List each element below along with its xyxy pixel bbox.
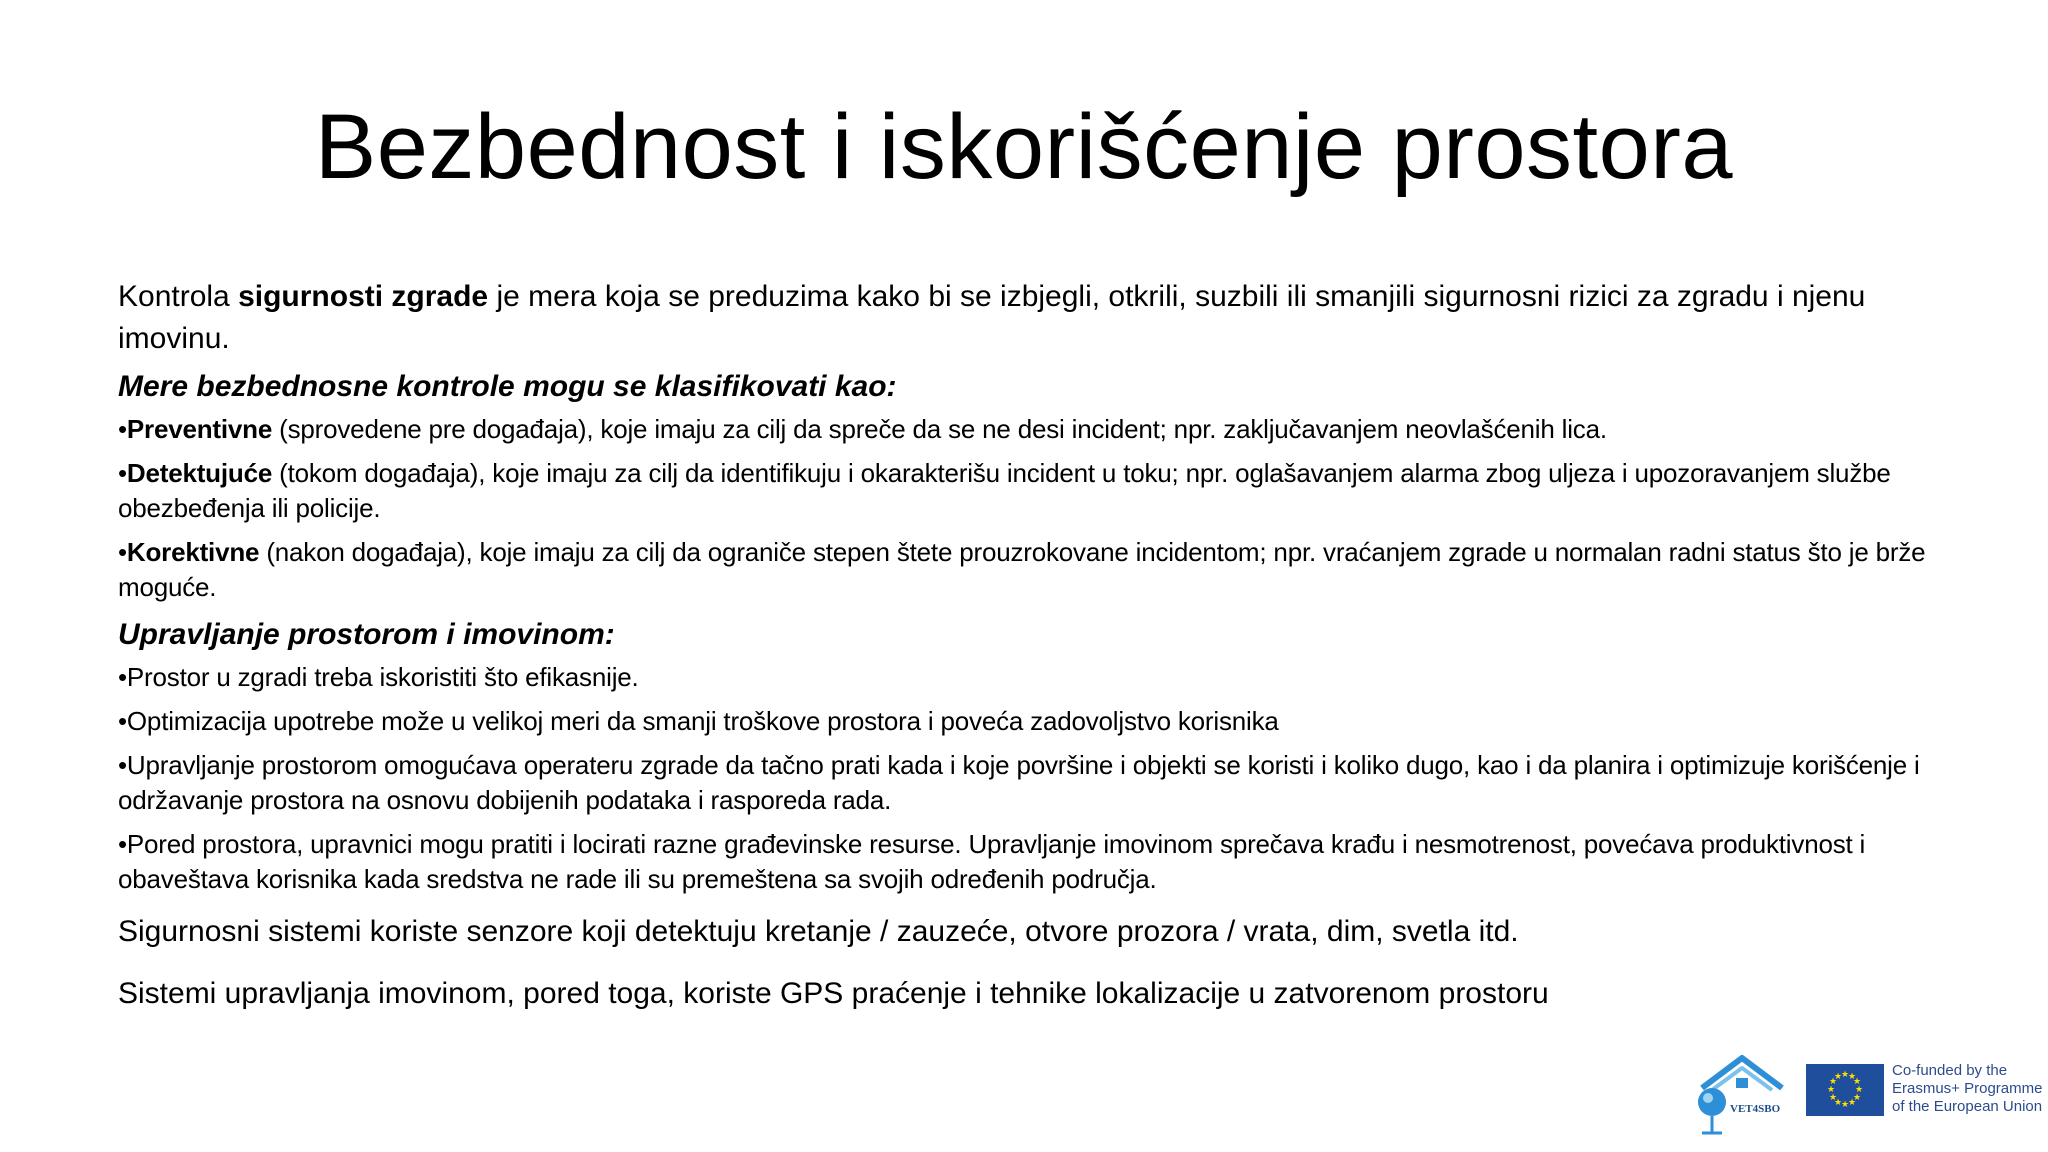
bullet-marker: •: [118, 662, 127, 692]
bullet-text: Prostor u zgradi treba iskoristiti što efikasnije.: [126, 662, 639, 692]
bullet-text: (sprovedene pre događaja), koje imaju za cilj da spreče da se ne desi incident; npr. zaključavanjem neovlašćenih lica.: [272, 414, 1607, 444]
svg-text:★: ★: [1833, 1072, 1843, 1082]
intro-prefix: Kontrola: [118, 280, 239, 313]
bullet-asset-management: [118, 827, 1958, 897]
section2-heading: Upravljanje prostorom i imovinom:: [118, 618, 615, 651]
svg-text:★: ★: [1847, 1098, 1857, 1108]
svg-text:★: ★: [1826, 1085, 1836, 1095]
eu-text-line1: Co-funded by the: [1892, 1062, 2008, 1079]
slide-body: [118, 276, 1958, 1015]
bullet-text: Optimizacija upotrebe može u velikoj meri da smanji troškove prostora i poveća zadovoljstvo korisnika: [126, 706, 1279, 736]
svg-text:★: ★: [1828, 1077, 1838, 1087]
bullet-optimization: [118, 704, 1958, 739]
closing-security-systems: Sigurnosni sistemi koriste senzore koji detektuju kretanje / zauzeće, otvore prozora / vrata, dim, svetla itd.: [118, 915, 1519, 948]
eu-text-line3: of the European Union: [1892, 1098, 2043, 1115]
intro-paragraph: [118, 276, 1958, 360]
vet4sbo-logo-text: VET4SBO: [1730, 1103, 1781, 1115]
eu-cofunded-text: [1892, 1062, 2042, 1116]
bullet-marker: •: [118, 537, 127, 567]
svg-text:★: ★: [1852, 1093, 1862, 1103]
eu-flag-icon: [1806, 1064, 1884, 1116]
bullet-bold: Preventivne: [126, 414, 273, 444]
bullet-space-efficiency: [118, 660, 1958, 695]
bullet-preventive: [118, 412, 1958, 447]
svg-text:★: ★: [1852, 1077, 1862, 1087]
svg-text:★: ★: [1833, 1098, 1843, 1108]
bullet-text: (nakon događaja), koje imaju za cilj da ograniče stepen štete prouzrokovane incidentom; npr. vraćanjem zgrade u normalan radni status što je brže moguće.: [118, 537, 1926, 602]
bullet-marker: •: [118, 829, 127, 859]
bullet-text: Upravljanje prostorom omogućava operateru zgrade da tačno prati kada i koje površine i objekti se koristi i koliko dugo, kao i da planira i optimizuje korišćenje i održavanje prostora na osnovu dobijenih podataka i rasporeda rada.: [118, 750, 1920, 815]
intro-bold: sigurnosti zgrade: [238, 280, 489, 313]
bullet-marker: •: [118, 458, 127, 488]
eu-stars: [1806, 1064, 1884, 1116]
section1-heading: Mere bezbednosne kontrole mogu se klasifikovati kao:: [118, 370, 897, 403]
bullet-marker: •: [118, 706, 127, 736]
intro-suffix: je mera koja se preduzima kako bi se izbjegli, otkrili, suzbili ili smanjili sigurnosni rizici za zgradu i njenu imovinu.: [118, 280, 1866, 355]
bullet-marker: •: [118, 750, 127, 780]
bullet-bold: Detektujuće: [126, 458, 273, 488]
eu-text-line2: Erasmus+ Programme: [1892, 1080, 2043, 1097]
svg-text:★: ★: [1828, 1093, 1838, 1103]
svg-text:★: ★: [1840, 1070, 1850, 1080]
bullet-marker: •: [118, 414, 127, 444]
svg-text:★: ★: [1854, 1085, 1864, 1095]
slide-title: Bezbednost i iskorišćenje prostora: [314, 96, 1734, 198]
closing-asset-systems: Sistemi upravljanja imovinom, pored toga, koriste GPS praćenje i tehnike lokalizacije u zatvorenom prostoru: [118, 977, 1549, 1010]
vet4sbo-logo: [1692, 1050, 1792, 1136]
bullet-space-management: [118, 748, 1958, 818]
bullet-text: (tokom događaja), koje imaju za cilj da identifikuju i okarakterišu incident u toku; npr. oglašavanjem alarma zbog uljeza i upozoravanjem službe obezbeđenja ili policije.: [118, 458, 1891, 523]
bullet-text: Pored prostora, upravnici mogu pratiti i locirati razne građevinske resurse. Upravljanje imovinom sprečava krađu i nesmotrenost, povećava produktivnost i obaveštava korisnika kada sredstva ne rade ili su premeštena sa svojih određenih područja.: [118, 829, 1866, 894]
bullet-corrective: [118, 535, 1958, 605]
svg-text:★: ★: [1840, 1100, 1850, 1110]
bullet-bold: Korektivne: [126, 537, 260, 567]
bullet-detective: [118, 456, 1958, 526]
svg-text:★: ★: [1847, 1072, 1857, 1082]
